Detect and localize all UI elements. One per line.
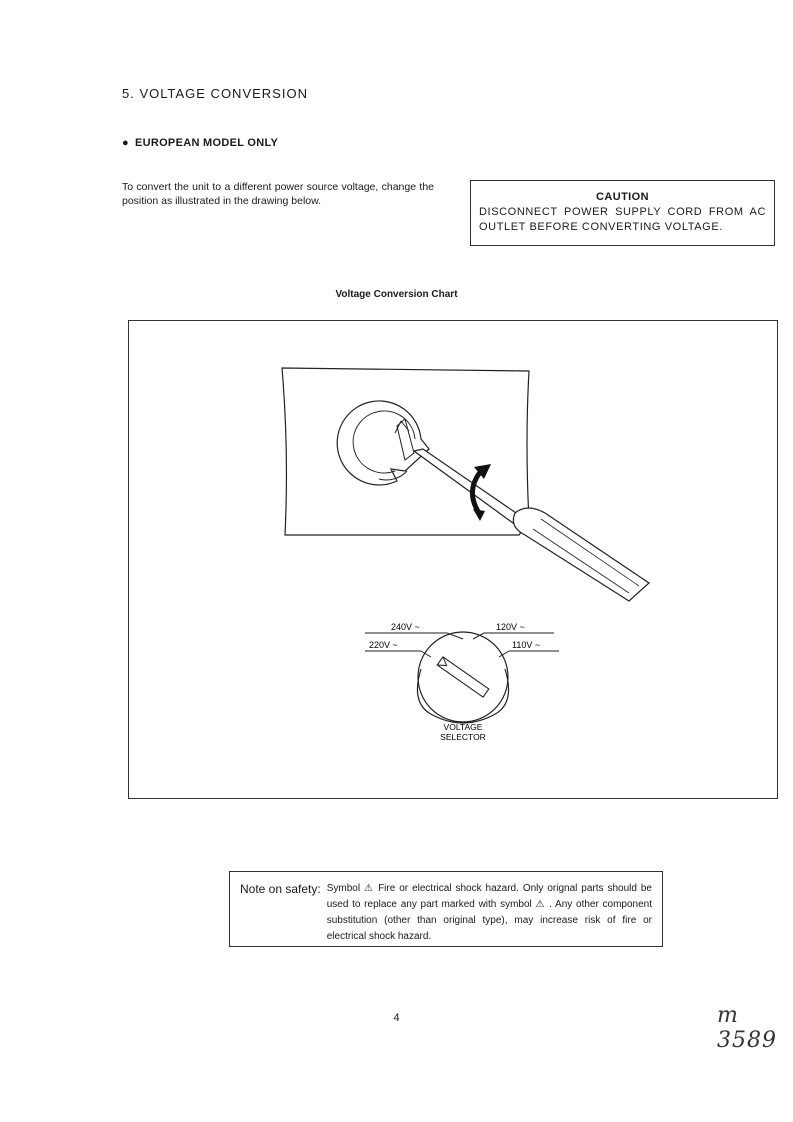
panel-selector-icon <box>337 401 429 485</box>
subheading-text: EUROPEAN MODEL ONLY <box>134 137 279 149</box>
voltage-110-label: 110V ~ <box>512 640 541 650</box>
safety-note-box <box>229 871 663 947</box>
voltage-conversion-diagram <box>129 321 779 800</box>
intro-paragraph: To convert the unit to a different power source voltage, change the position as illustrated in the drawing below. <box>122 181 434 207</box>
page-number: 4 <box>393 1012 400 1024</box>
safety-note-text: Symbol ⚠ Fire or electrical shock hazard. Only orignal parts should be used to replace any part marked with symbol ⚠ . Any other component substitution (other than original type), may increase risk of fire or electrical shock hazard. <box>326 883 652 942</box>
section-title: VOLTAGE CONVERSION <box>139 86 308 101</box>
bullet-icon: ● <box>122 137 129 149</box>
caution-box <box>470 180 775 246</box>
selector-label-line2: SELECTOR <box>440 732 486 742</box>
caution-title: CAUTION <box>596 191 649 203</box>
voltage-240-label: 240V ~ <box>391 622 420 632</box>
model-subheading <box>122 137 278 149</box>
voltage-220-label: 220V ~ <box>369 640 398 650</box>
caution-text: DISCONNECT POWER SUPPLY CORD FROM AC OUTLET BEFORE CONVERTING VOLTAGE. <box>479 206 766 233</box>
chart-title: Voltage Conversion Chart <box>335 289 458 300</box>
chart-frame <box>128 320 778 799</box>
voltage-120-label: 120V ~ <box>496 622 525 632</box>
safety-note-label: Note on safety: <box>240 882 321 896</box>
voltage-selector-detail <box>365 622 559 742</box>
section-heading <box>122 86 308 101</box>
handwritten-mark: m 3589 <box>717 1003 777 1053</box>
selector-label-line1: VOLTAGE <box>443 722 483 732</box>
panel-outline <box>282 368 529 535</box>
section-number: 5. <box>122 86 135 101</box>
screwdriver-icon <box>414 449 649 601</box>
